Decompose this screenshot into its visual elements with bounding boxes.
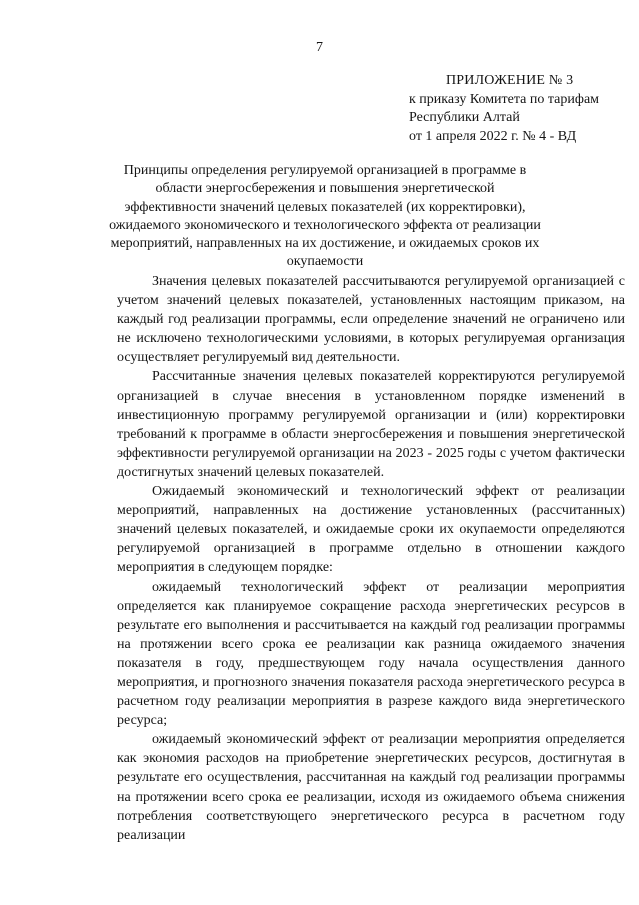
document-body (117, 272, 625, 845)
appendix-header (409, 72, 634, 146)
paragraph-target-values: Значения целевых показателей рассчитываются регулируемой организацией с учетом значений целевых показателей, установленных настоящим приказом, на каждый год реализации программы, если определение значений не ограничено или не исключено технологическими условиями, в которых регулируемая организация осуществляет регулируемый вид деятельности. (117, 274, 625, 366)
appendix-order-line: к приказу Комитета по тарифам (409, 91, 600, 107)
document-title: Принципы определения регулируемой организацией в программе в области энергосбережения и повышения энергетической эффективности значений целевых показателей (их корректировки), ожидаемого экономического и технологического эффекта от реализации мероприятий, направленных на их достижение, и ожидаемых сроков их окупаемости (109, 163, 541, 270)
page-number: 7 (316, 40, 323, 55)
appendix-title: ПРИЛОЖЕНИЕ № 3 (446, 73, 574, 88)
paragraph-technological-effect: ожидаемый технологический эффект от реализации мероприятия определяется как планируемое сокращение расхода энергетических ресурсов в результате его выполнения и рассчитывается на каждый год реализации программы на протяжении всего срока ее реализации как разница ожидаемого значения показателя в году, предшествующем году начала осуществления данного мероприятия, и прогнозного значения показателя расхода энергетического ресурса в расчетном году реализации мероприятия в разрезе каждого вида энергетического ресурса; (117, 579, 625, 729)
paragraph-correction: Рассчитанные значения целевых показателей корректируются регулируемой организацией в случае внесения в установленном порядке изменений в инвестиционную программу регулируемой организации и (или) корректировки требований к программе в области энергосбережения и повышения энергетической эффективности регулируемой организации на 2023 - 2025 годы с учетом фактически достигнутых значений целевых показателей. (117, 369, 625, 480)
appendix-region-line: Республики Алтай (409, 110, 520, 125)
appendix-date-line: от 1 апреля 2022 г. № 4 - ВД (409, 128, 577, 144)
paragraph-expected-effect: Ожидаемый экономический и технологический эффект от реализации мероприятий, направленных на достижение установленных (рассчитанных) значений целевых показателей, и ожидаемые сроки их окупаемости определяются регулируемой организацией в программе отдельно в отношении каждого мероприятия в следующем порядке: (117, 484, 625, 576)
paragraph-economic-effect: ожидаемый экономический эффект от реализации мероприятия определяется как экономия расходов на приобретение энергетических ресурсов, достигнутая в результате его осуществления, рассчитанная на каждый год реализации программы на протяжении всего срока ее реализации, исходя из ожидаемого объема снижения потребления соответствующего энергетического ресурса в расчетном году реализации (117, 732, 625, 843)
